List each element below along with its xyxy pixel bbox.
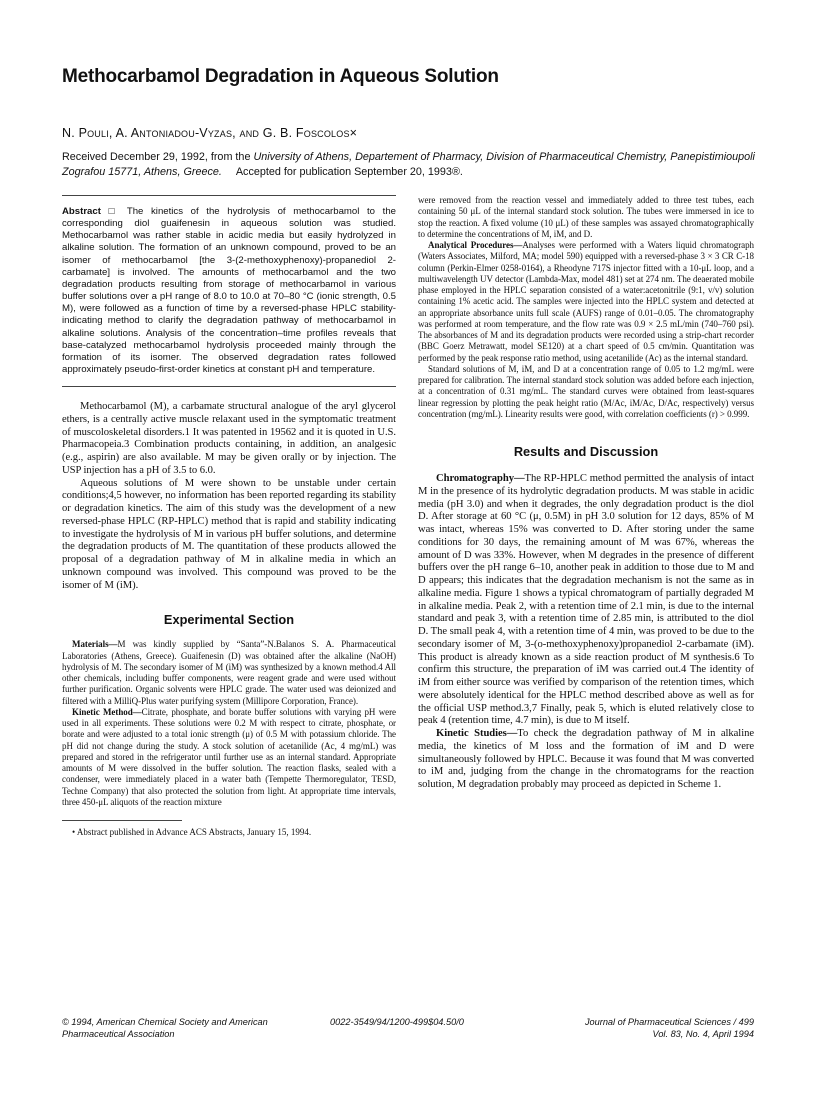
accepted-date: Accepted for publication September 20, 1993®. bbox=[235, 166, 463, 178]
kinetic-studies-text: To check the degradation pathway of M in alkaline media, the kinetics of M loss and the formation of iM and D were simultaneously followed by HPLC. Because it was found that M was converted to iM and, judging from the change in the chromatograms for the reaction solution, M degradation probably may proceed as depicted in Scheme 1. bbox=[418, 728, 754, 790]
chromatography-paragraph bbox=[418, 473, 754, 728]
intro-paragraph-1: Methocarbamol (M), a carbamate structural analogue of the aryl glycerol ethers, is a centrally active muscle relaxant used in the symptomatic treatment of muscoloskeletal disorders.1 It was patented in 19562 and it is quoted in U.S. Pharmacopeia.3 Combination products containing, in addition, an analgesic (e.g., aspirin) are also available. M may be given orally or by injection. The USP injection has a pH of 3.5 to 6.0. bbox=[62, 401, 396, 476]
kinetic-method-label: Kinetic Method— bbox=[72, 706, 142, 717]
kinetic-studies-label: Kinetic Studies— bbox=[436, 728, 518, 739]
footnote-rule bbox=[62, 820, 182, 821]
abstract bbox=[62, 196, 396, 376]
chromatography-label: Chromatography— bbox=[436, 473, 525, 484]
analytical-paragraph bbox=[418, 240, 754, 364]
footer-volume: Vol. 83, No. 4, April 1994 bbox=[652, 1029, 754, 1039]
materials-text: M was kindly supplied by “Santa”-N.Balanos S. A. Pharmaceutical Laboratories (Athens, Greece). Guaifenesin (D) was obtained after the alkaline (NaOH) hydrolysis of M. The secondary isomer of M (iM) was synthesized by a known method.4 All other chemicals, including buffer components, were reagent grade and were used without further purification. Organic solvents were HPLC grade. The water used was deionized and filtered with a MilliQ-Plus water purifying system (Millipore Corporation, France). bbox=[62, 639, 396, 706]
materials-label: Materials— bbox=[72, 639, 118, 650]
abstract-text: The kinetics of the hydrolysis of methocarbamol to the corresponding diol guaifenesin in aqueous solution was studied. Methocarbamol was rather stable in acidic media but easily hydrolyzed in alkaline solution. The formation of an unknown compound, proved to be an isomer of methocarbamol [the 3-(2-methoxyphenoxy)-propanediol 2-carbamate] is involved. The amounts of methocarbamol and the two degradation products resulting from storage of methocarbamol in various buffer solutions over a pH range of 8.0 to 10.0 at 70–80 °C (ionic strength, 0.5 M), were followed as a function of time by a reversed-phase HPLC stability-indicating method to clarify the degradation pathway of methocarbamol in alkaline solutions. Analysis of the concentration–time profiles reveals that base-catalyzed methocarbamol hydrolysis proceeded mainly through the formation of its isomer. The observed degradation rates followed approximately pseudo-first-order kinetics at constant pH and temperature. bbox=[62, 206, 396, 376]
author-list: N. Pouli, A. Antoniadou-Vyzas, and G. B. Foscolos× bbox=[62, 126, 358, 140]
kinetic-studies-paragraph bbox=[418, 728, 754, 792]
kinetic-method-text: Citrate, phosphate, and borate buffer solutions with varying pH were used in all experiments. These solutions were 0.2 M with respect to citrate, phosphate, or borate and were adjusted to a total ionic strength (μ) of 0.5 M with potassium chloride. The pH did not change during the study. A stock solution of acetanilide (Ac, 4 mg/mL) was prepared and stored in the refrigerator until further use as an internal standard. Appropriate amounts of M were dissolved in the buffer solution. The reaction flasks, sealed with a condenser, were immediately placed in a water bath (Tempette Thermoregulator, TESD, Techne Company) that also protected the solution from light. At appropriate time intervals, three 450-μL aliquots of the reaction mixture bbox=[62, 706, 397, 807]
footnote: • Abstract published in Advance ACS Abstracts, January 15, 1994. bbox=[72, 827, 312, 838]
experimental-heading: Experimental Section bbox=[163, 612, 295, 628]
received-prefix: Received December 29, 1992, from the bbox=[62, 151, 254, 163]
received-line bbox=[62, 150, 762, 180]
affiliation: University of Athens, Departement of Pharmacy, Division of Pharmaceutical Chemistry, Panepistimioupoli Zografou 15771, Athens, Greece. bbox=[62, 151, 755, 178]
chromatography-text: The RP-HPLC method permitted the analysis of intact M in the presence of its hydrolytic degradation products. M was stable in acidic media (pH 3.0) and when it degrades, the only degradation product is the diol D. After storage at 60 °C (μ, 0.5M) in pH 3.0 solution for 12 days, 85% of M was intact, whereas 15% was converted to D. After storing under the same conditions for 30 days, the remaining amount of M was 67%, whereas the amount of D was 33%. However, when M degrades in the presence of different buffers over the pH range 6–10, another peak in addition to those due to M and D appears; this indicates that the degradation mechanism is not the same as in alkaline media. Figure 1 shows a typical chromatogram of partially degraded M in alkaline media. Peak 2, with a retention time of 2.1 min, is due to the internal standard and peak 3, with a retention time of 2.85 min, is attributed to the diol D. The small peak 4, with a retention time of 4 min, was proved to be due to the secondary isomer of M, 3-(o-methoxyphenoxy)propanediol 2-carbamate (iM). This product is already known as a side reaction product of M synthesis.6 To confirm this structure, the preparation of iM was carried out.4 The identity of iM from either source was verified by comparison of the retention times, which were absolutely identical for the HPLC method described above as well as for the official USP method.3,7 Finally, peak 5, which is eluted relatively close to peak 4 (retention time, 4.7 min), is due to M itself. bbox=[418, 473, 754, 727]
results-heading: Results and Discussion bbox=[513, 444, 659, 459]
right-column bbox=[418, 195, 754, 792]
standard-solutions-paragraph: Standard solutions of M, iM, and D at a concentration range of 0.05 to 1.2 mg/mL were prepared for calibration. The internal standard stock solution was added before each injection, at a concentration of 0.31 mg/mL. The standard curves were obtained from least-squares linear regression by plotting the peak height ratio (M/Ac, iM/Ac, D/Ac, respectively) versus concentration (mg/mL). Linearity results were good, with correlation coefficients (r) > 0.999. bbox=[418, 363, 754, 419]
footer-journal-name: Journal of Pharmaceutical Sciences / 499 bbox=[584, 1017, 754, 1027]
left-column bbox=[62, 195, 396, 837]
abstract-bottom-rule bbox=[62, 386, 396, 387]
kinetic-method-continued: were removed from the reaction vessel and immediately added to three test tubes, each containing 50 μL of the internal standard stock solution. The tubes were immersed in ice to stop the reaction. A fixed volume (10 μL) of these samples was assayed chromatographically to determine the concentrations of M, iM, and D. bbox=[418, 195, 754, 239]
kinetic-method-paragraph bbox=[62, 707, 396, 808]
article-title: Methocarbamol Degradation in Aqueous Solution bbox=[62, 66, 499, 87]
analytical-text: Analyses were performed with a Waters liquid chromatograph (Waters Associates, Milford, MA; model 590) equipped with a reversed-phase 3 × 3 CR C-18 column (Perkin-Elmer 0258-0164), a Rheodyne 717S injector fitted with a 10-μL loop, and a multiwavelength UV detector (Lambda-Max, model 481) set at 274 nm. The deaerated mobile phase employed in the HPLC separation consisted of a water:acetonitrile (9:1, v/v) solution containing 1% acetic acid. The samples were injected into the HPLC system and detected at an appropriate absorbance units full scale (AUFS) range of 0.01–0.05. The chromatography was performed at room temperature, and the flow rate was 0.9 × 2.5 mL/min (740–760 psi). The absorbances of M and its degradation products were recorded using a strip-chart recorder (BBC Goerz Metrawatt, model SE120) at a chart speed of 0.5 cm/min. Quantitation was performed by the peak response ratio method, using acetanilide (Ac) as the internal standard. bbox=[418, 240, 755, 363]
analytical-label: Analytical Procedures— bbox=[428, 240, 523, 250]
materials-paragraph bbox=[62, 639, 396, 707]
abstract-label: Abstract □ bbox=[62, 206, 120, 217]
footer-copyright: © 1994, American Chemical Society and American Pharmaceutical Association bbox=[62, 1017, 268, 1039]
footer-journal bbox=[560, 1016, 754, 1040]
footer-code: 0022-3549/94/1200-499$04.50/0 bbox=[330, 1017, 464, 1027]
intro-paragraph-2: Aqueous solutions of M were shown to be unstable under certain conditions;4,5 however, no information has been reported regarding its stability or degradation kinetics. The aim of this study was the development of a new reversed-phase HPLC (RP-HPLC) method that is rapid and stability indicating to investigate the hydrolysis of M in various pH buffer solutions, and determine the degradation products of M. The quantitation of these products allowed the proposal of a degradation pathway of M in alkaline media in which an unknown compound was involved. This compound was proved to be the isomer of M (iM). bbox=[62, 477, 396, 591]
